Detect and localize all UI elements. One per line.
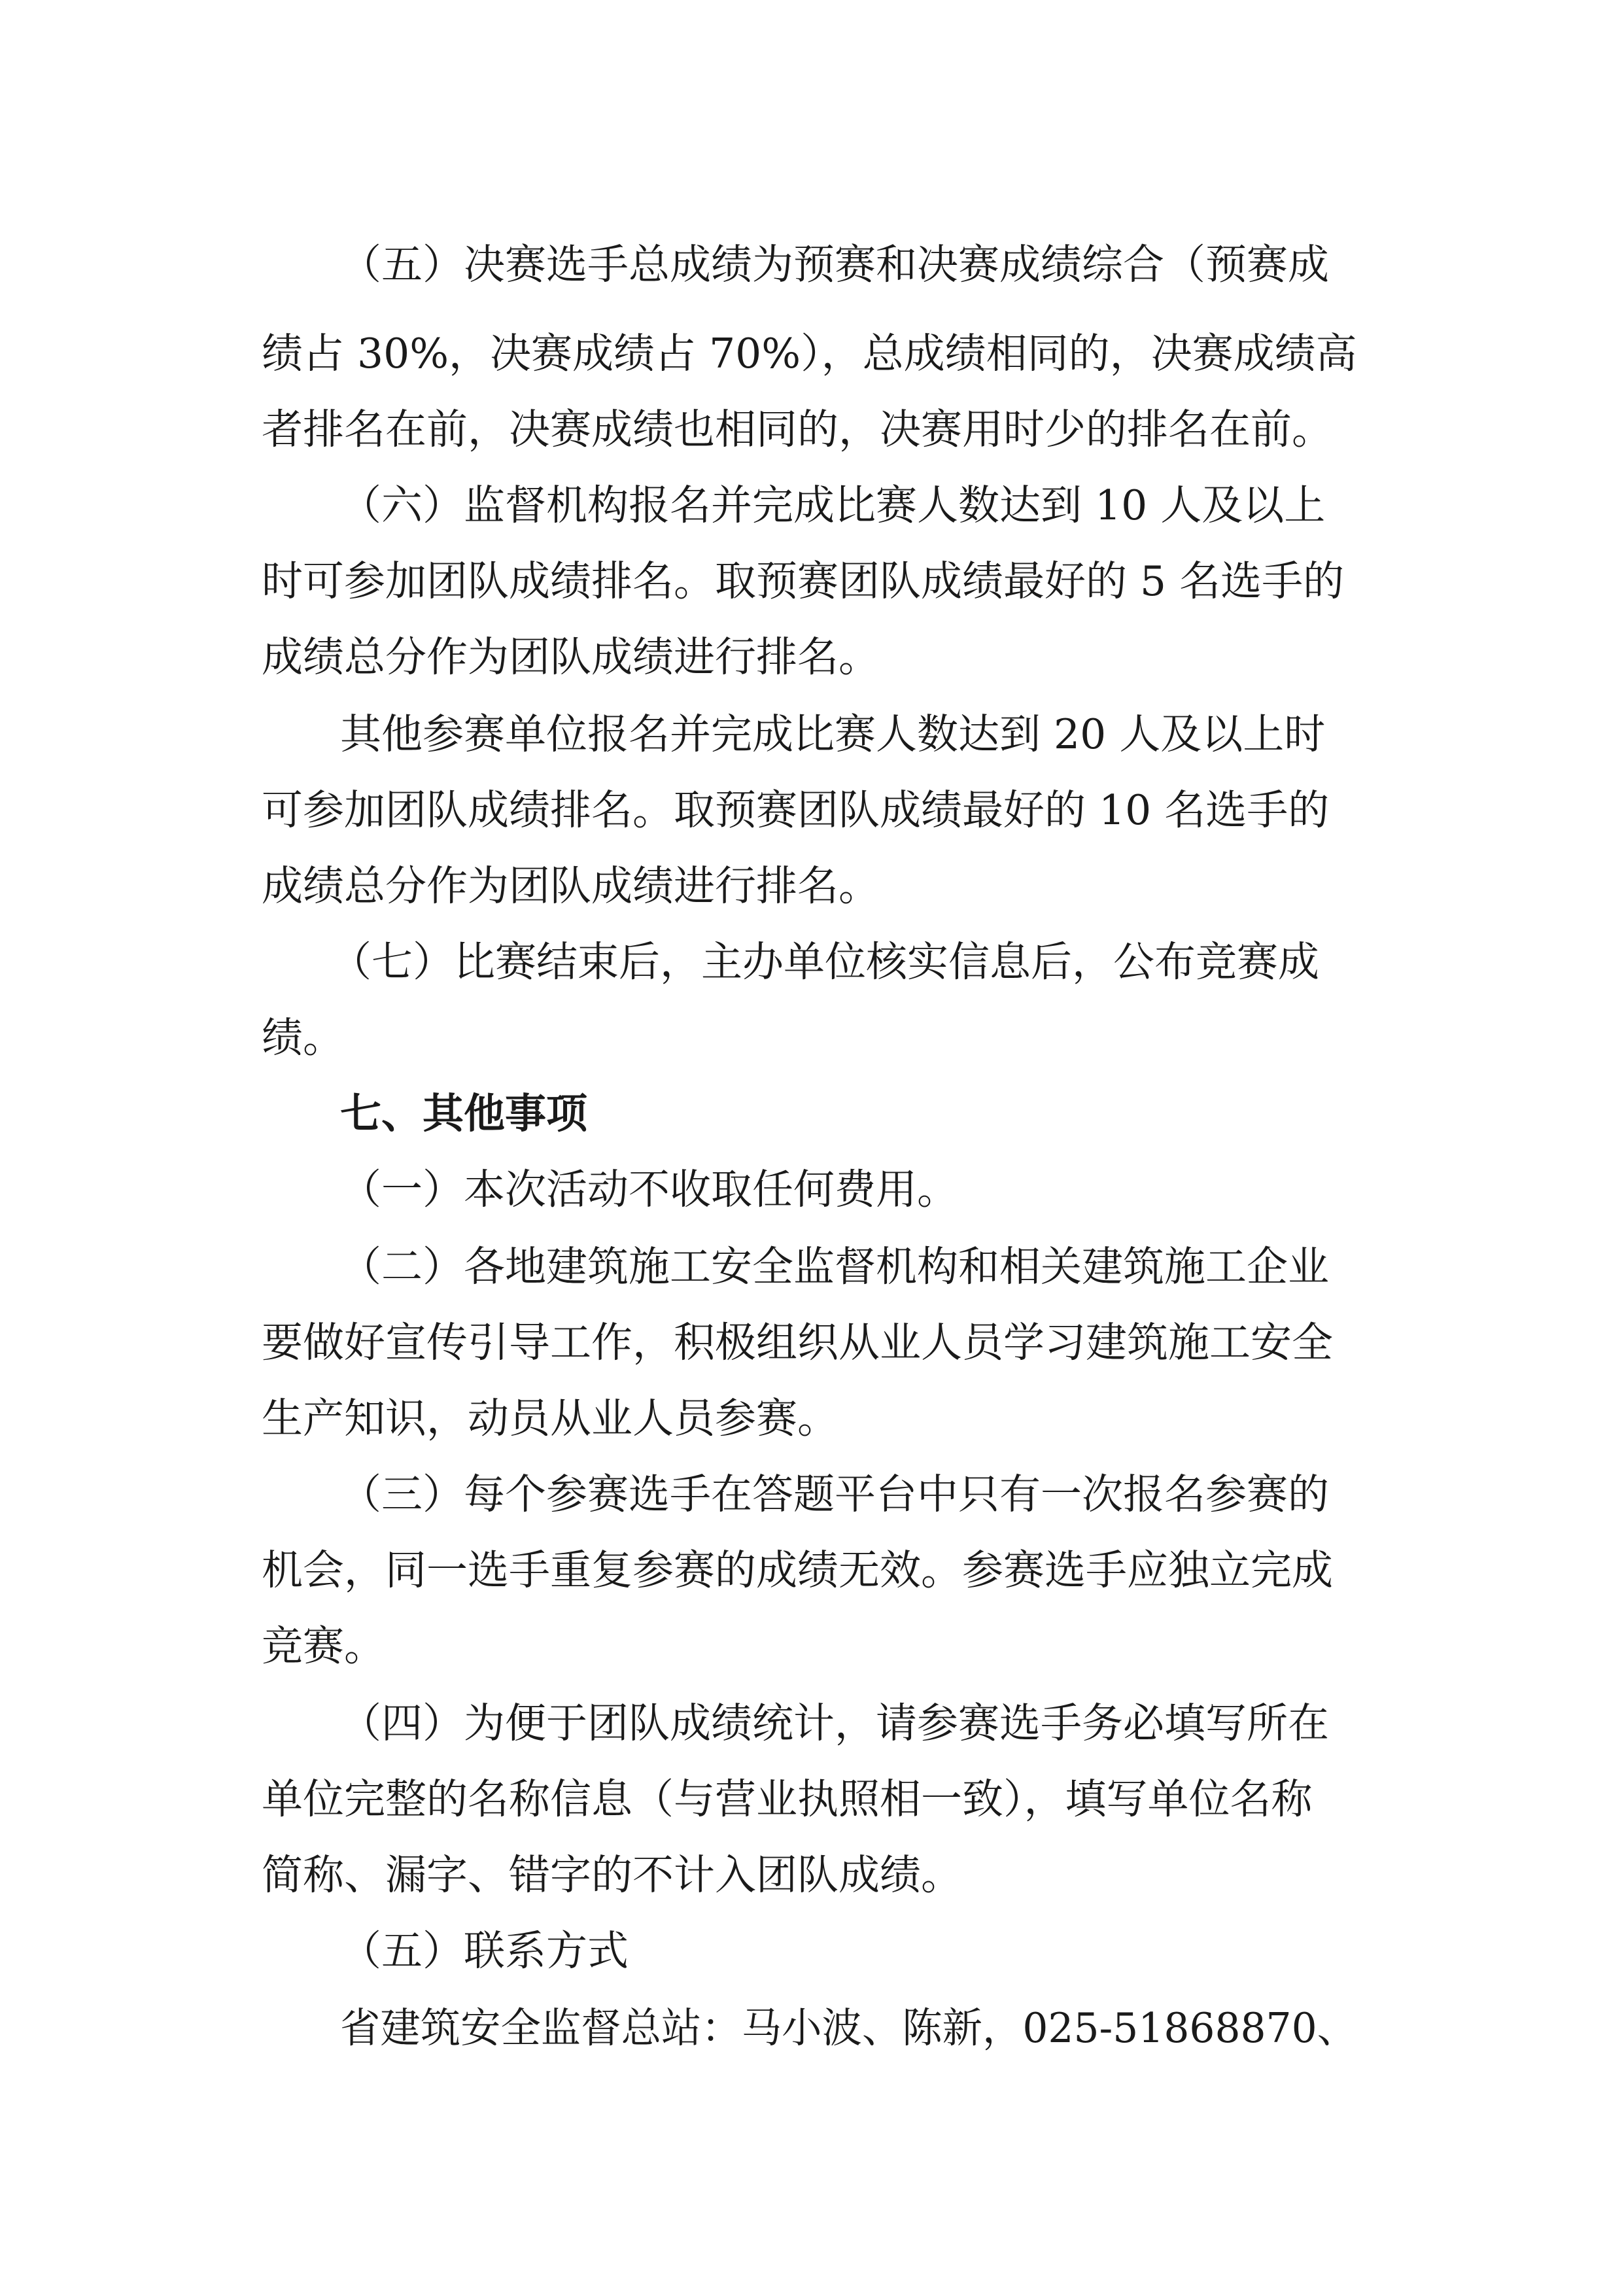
- text-line-22: [0, 1836, 1624, 1915]
- section-heading: [0, 1075, 1624, 1153]
- text-line-2: [0, 315, 1624, 393]
- text-line-13-content: （一）本次活动不收取任何费用。: [340, 1166, 958, 1213]
- text-line-19-content: 竞赛。: [262, 1622, 385, 1670]
- text-line-2-content: 绩占 30%，决赛成绩占 70%），总成绩相同的，决赛成绩高: [262, 330, 1357, 377]
- text-line-1-content: （五）决赛选手总成绩为预赛和决赛成绩综合（预赛成: [340, 241, 1329, 288]
- text-line-21: [0, 1760, 1624, 1839]
- text-line-4: [0, 466, 1624, 545]
- text-line-3: [0, 391, 1624, 469]
- text-line-17: [0, 1455, 1624, 1534]
- text-line-3-content: 者排名在前，决赛成绩也相同的，决赛用时少的排名在前。: [262, 406, 1333, 453]
- text-line-11: [0, 999, 1624, 1077]
- text-line-24: [0, 1989, 1624, 2068]
- text-line-7-content: 其他参赛单位报名并完成比赛人数达到 20 人及以上时: [340, 710, 1326, 758]
- text-line-17-content: （三）每个参赛选手在答题平台中只有一次报名参赛的: [340, 1470, 1329, 1518]
- text-line-23-content: （五）联系方式: [340, 1927, 629, 1975]
- text-line-7: [0, 695, 1624, 774]
- text-line-14: [0, 1228, 1624, 1306]
- text-line-11-content: 绩。: [262, 1014, 344, 1062]
- text-line-15-content: 要做好宣传引导工作，积极组织从业人员学习建筑施工安全: [262, 1319, 1333, 1366]
- text-line-8-content: 可参加团队成绩排名。取预赛团队成绩最好的 10 名选手的: [262, 786, 1330, 834]
- section-heading-text: 七、其他事项: [340, 1090, 587, 1137]
- text-line-10: [0, 923, 1624, 1001]
- text-line-20: [0, 1684, 1624, 1763]
- text-line-6: [0, 618, 1624, 697]
- text-line-24-content: 省建筑安全监督总站：马小波、陈新，025-51868870、: [340, 2004, 1358, 2052]
- text-line-19: [0, 1607, 1624, 1686]
- text-line-21-content: 单位完整的名称信息（与营业执照相一致），填写单位名称: [262, 1775, 1313, 1823]
- text-line-1: [0, 226, 1624, 304]
- text-line-9: [0, 847, 1624, 926]
- text-line-4-content: （六）监督机构报名并完成比赛人数达到 10 人及以上: [340, 481, 1326, 529]
- text-line-23: [0, 1912, 1624, 1990]
- text-line-5: [0, 542, 1624, 621]
- text-line-18-content: 机会，同一选手重复参赛的成绩无效。参赛选手应独立完成: [262, 1546, 1333, 1594]
- text-line-5-content: 时可参加团队成绩排名。取预赛团队成绩最好的 5 名选手的: [262, 557, 1345, 605]
- text-line-9-content: 成绩总分作为团队成绩进行排名。: [262, 862, 880, 910]
- text-line-18: [0, 1531, 1624, 1610]
- text-line-22-content: 简称、漏字、错字的不计入团队成绩。: [262, 1851, 962, 1899]
- text-line-6-content: 成绩总分作为团队成绩进行排名。: [262, 633, 880, 681]
- text-line-15: [0, 1304, 1624, 1382]
- text-line-13: [0, 1151, 1624, 1229]
- text-line-16-content: 生产知识，动员从业人员参赛。: [262, 1395, 838, 1442]
- text-line-8: [0, 771, 1624, 850]
- text-line-16: [0, 1380, 1624, 1458]
- text-line-14-content: （二）各地建筑施工安全监督机构和相关建筑施工企业: [340, 1243, 1329, 1291]
- text-line-20-content: （四）为便于团队成绩统计，请参赛选手务必填写所在: [340, 1699, 1329, 1747]
- text-line-10-content: （七）比赛结束后，主办单位核实信息后，公布竞赛成: [330, 938, 1319, 986]
